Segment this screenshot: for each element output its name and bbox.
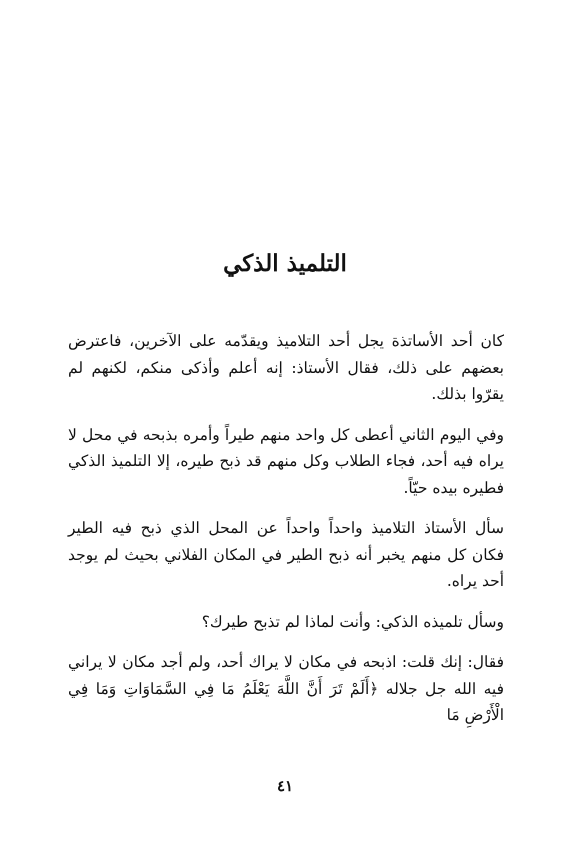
paragraph-5: فقال: إنك قلت: اذبحه في مكان لا يراك أحد، ولم أجد مكان لا يراني فيه الله جل جلاله ﴿أَلَمْ تَرَ أَنَّ اللَّهَ يَعْلَمُ مَا فِي السَّمَاوَاتِ وَمَا فِي الْأَرْضِ مَا [68,653,504,724]
paragraph-2: وفي اليوم الثاني أعطى كل واحد منهم طيراً وأمره بذبحه في محل لا يراه فيه أحد، فجاء الطلاب وكل منهم قد ذبح طيره، إلا التلميذ الذكي فطيره بيده حيّاً. [68,425,504,497]
paragraph-3: سأل الأستاذ التلاميذ واحداً واحداً عن المحل الذي ذبح فيه الطير فكان كل منهم يخبر أنه ذبح الطير في المكان الفلاني بحيث لم يوجد أحد يراه. [68,519,504,590]
page-number: ٤١ [276,777,294,795]
paragraph-4: وسأل تلميذه الذكي: وأنت لماذا لم تذبح طيرك؟ [201,612,504,631]
story-body [68,328,504,729]
paragraph-1: كان أحد الأساتذة يجل أحد التلاميذ ويقدّمه على الآخرين، فاعترض بعضهم على ذلك، فقال الأستاذ: إنه أعلم وأذكى منكم، لكنهم لم يقرّوا بذلك. [68,332,504,403]
page-title: التلميذ الذكي [223,250,347,277]
